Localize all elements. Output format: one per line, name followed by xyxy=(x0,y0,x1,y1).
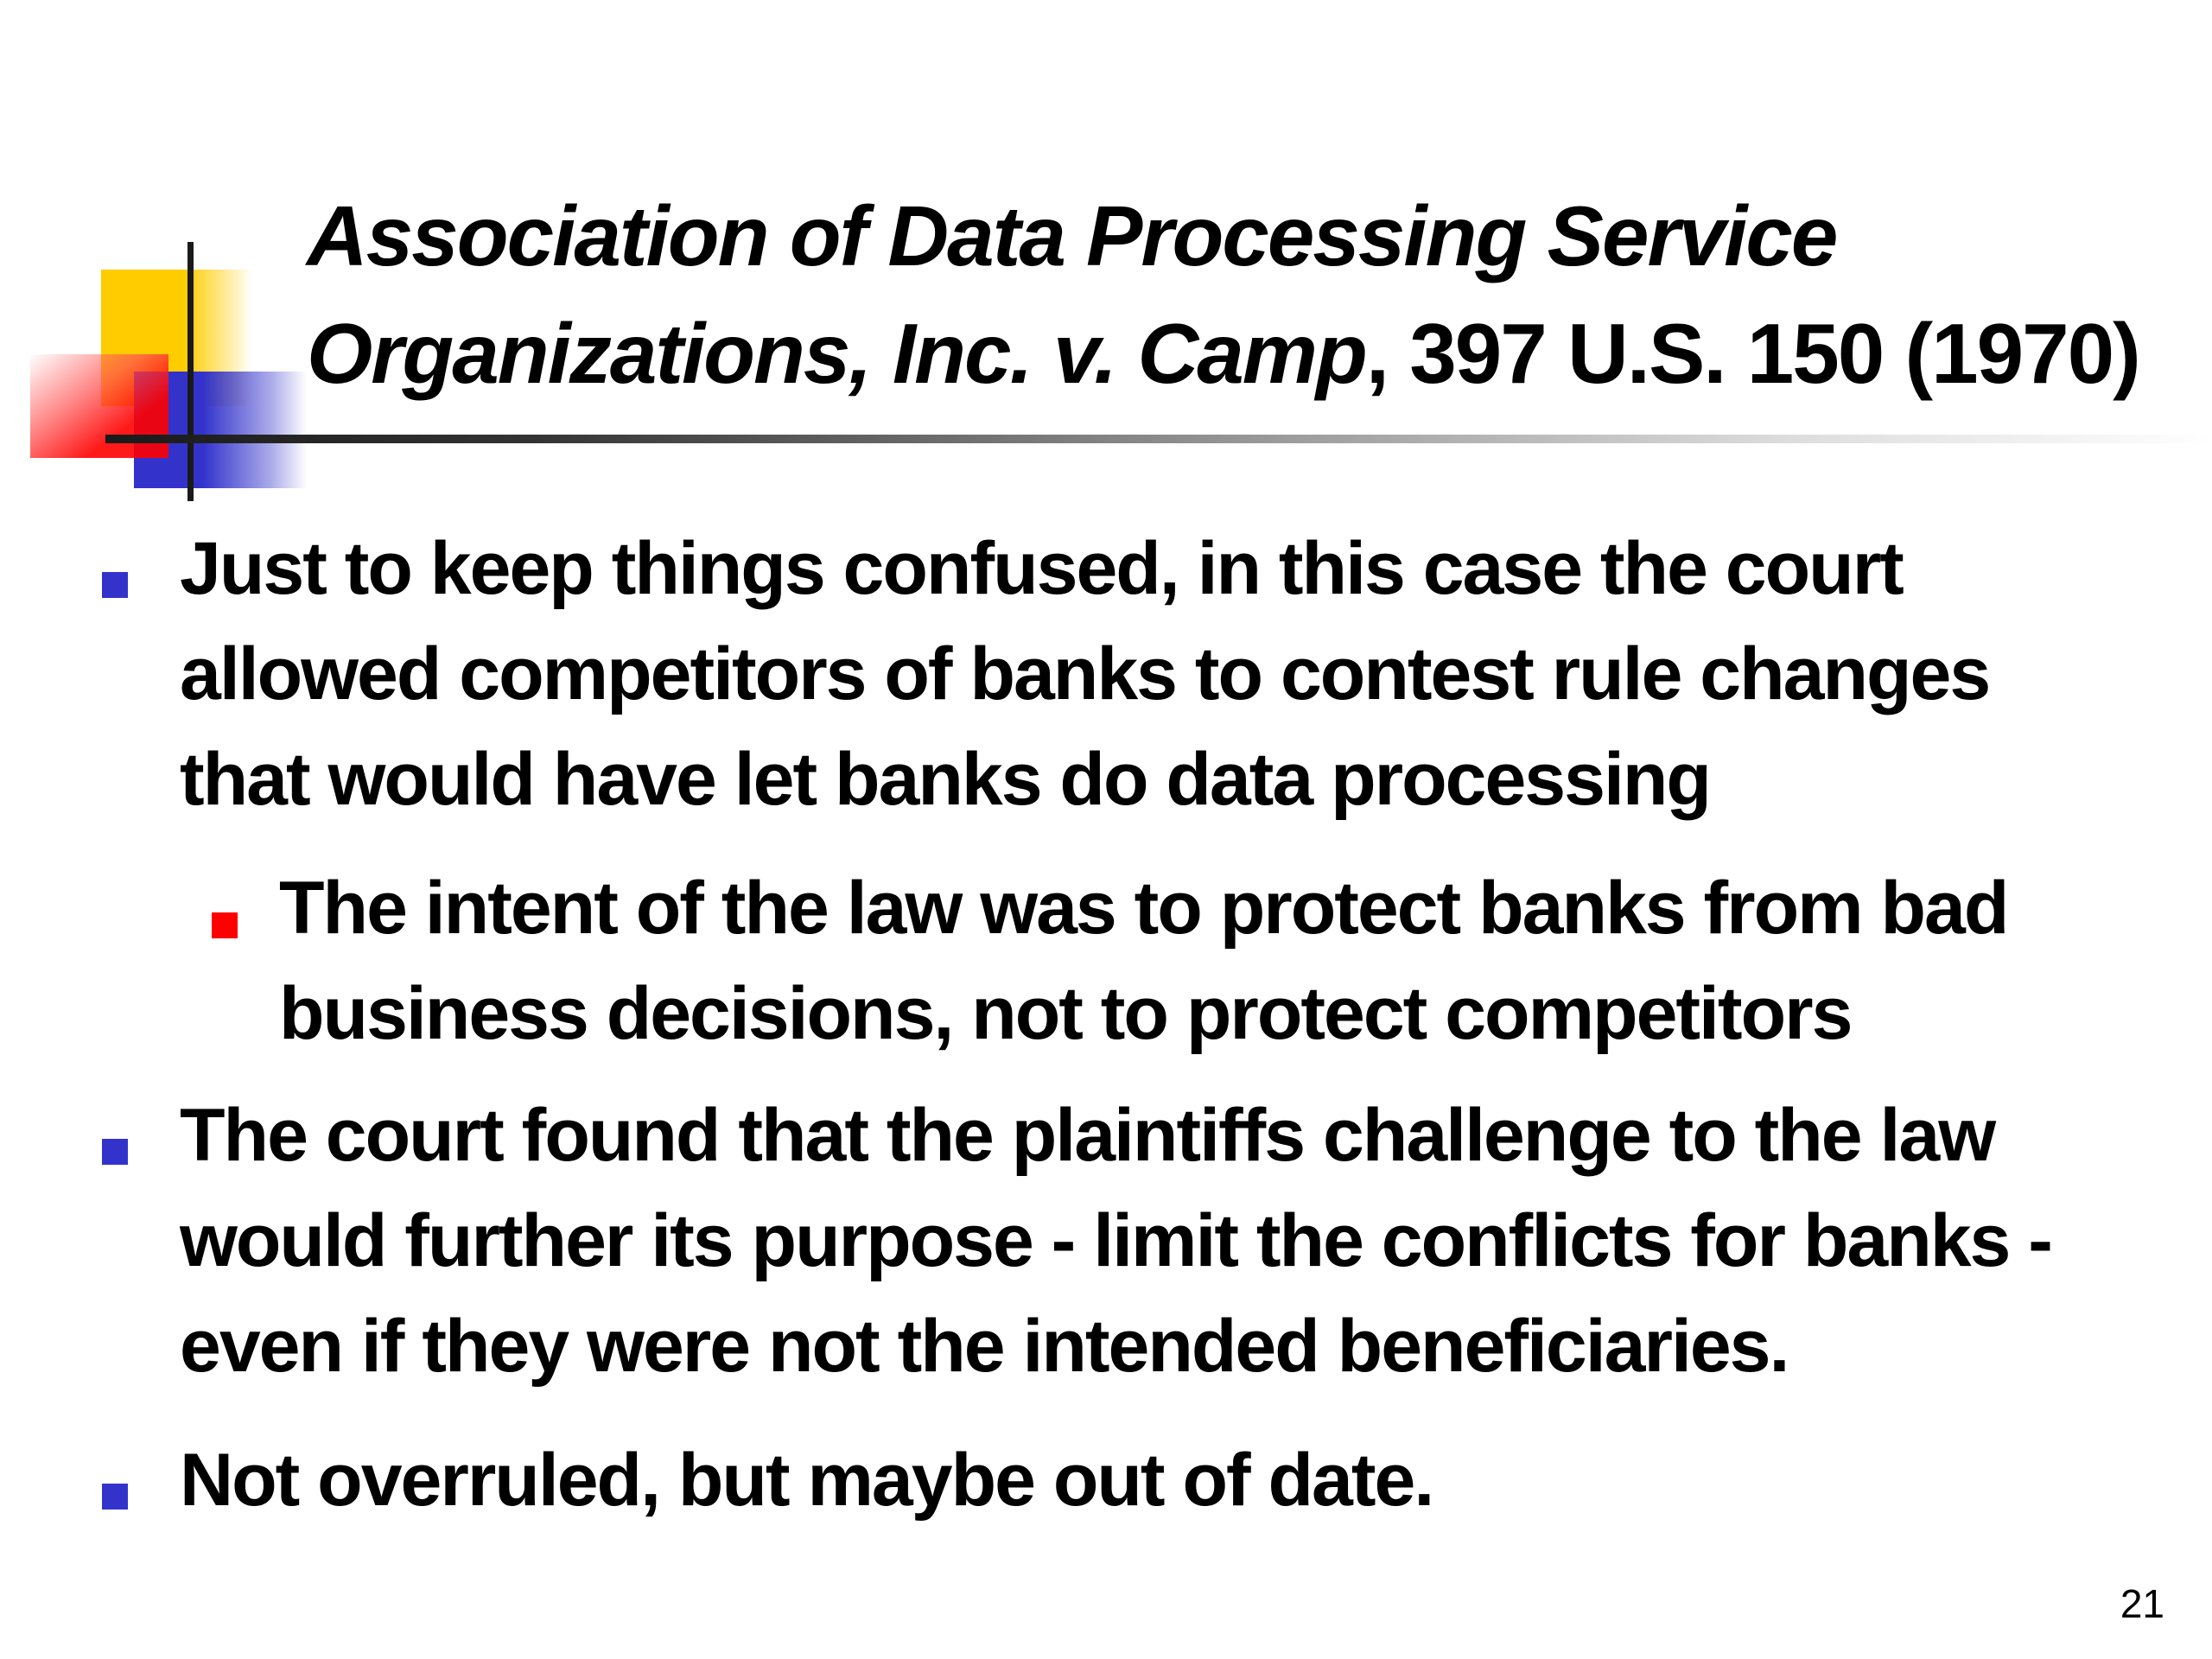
title-case-name-line-2: Organizations, Inc. v. Camp xyxy=(307,306,1366,401)
title-case-name-line-1: Association of Data Processing Service xyxy=(307,188,1837,283)
sub-bullet-item xyxy=(279,855,2137,1066)
title-underline-rule xyxy=(105,435,2212,443)
bullet-text: Not overruled, but maybe out of date. xyxy=(180,1439,1433,1522)
page-number: 21 xyxy=(2120,1581,2164,1626)
bullet-square-icon xyxy=(102,1484,128,1510)
bullet-square-icon xyxy=(102,572,128,598)
decorative-vertical-line xyxy=(188,242,194,501)
bullet-item xyxy=(180,516,2133,832)
bullet-text: The court found that the plaintiffs challenge to the law would further its purpose - limit the conflicts for banks - even if they were not the intended beneficiaries. xyxy=(180,1094,2051,1388)
sub-bullet-text: The intent of the law was to protect banks from bad business decisions, not to protect competitors xyxy=(279,867,2008,1055)
sub-bullet-square-icon xyxy=(212,912,238,938)
bullet-item xyxy=(180,1427,2133,1533)
title-citation: , 397 U.S. 150 (1970) xyxy=(1365,306,2139,401)
slide-title xyxy=(307,177,2190,412)
bullet-item xyxy=(180,1083,2133,1399)
bullet-text: Just to keep things confused, in this case the court allowed competitors of banks to contest rule changes that would have let banks do data processing xyxy=(180,527,1990,821)
bullet-square-icon xyxy=(102,1139,128,1165)
